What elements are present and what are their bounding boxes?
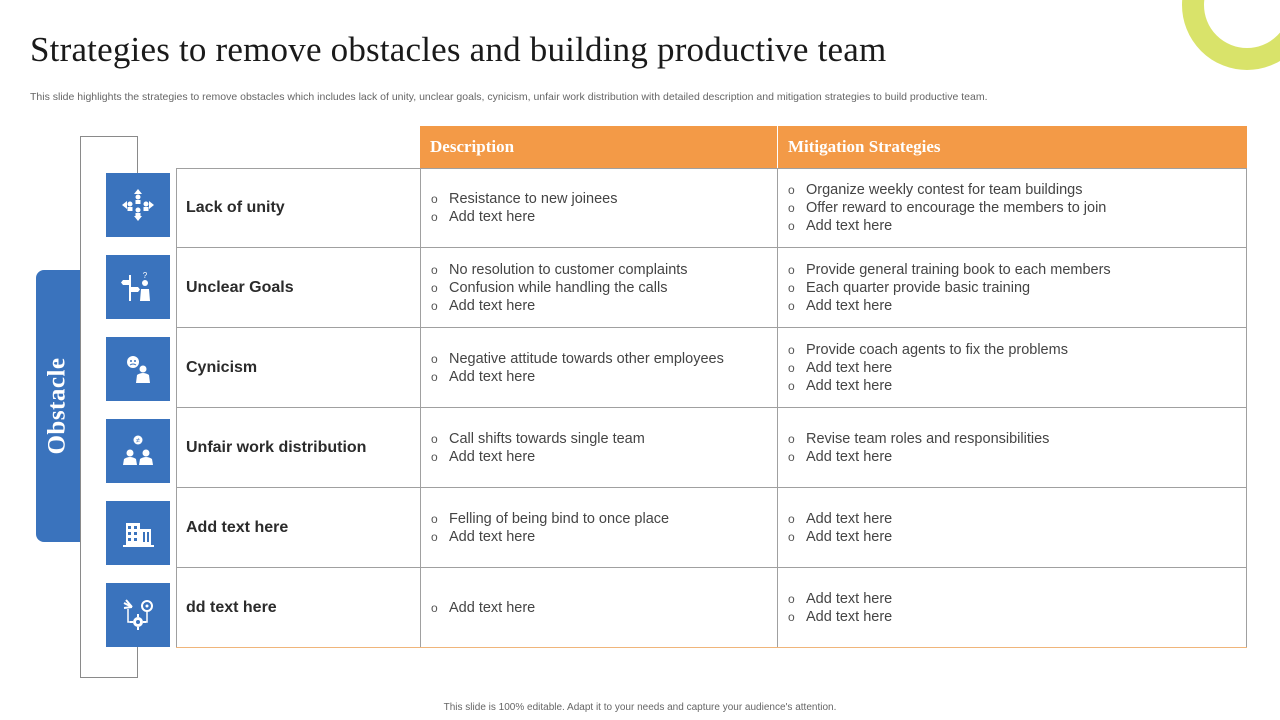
- list-item: o Each quarter provide basic training: [788, 279, 1111, 297]
- list-item: o Felling of being bind to once place: [431, 510, 669, 528]
- mitigation-cell: [777, 328, 1247, 407]
- table-row: [176, 168, 1247, 248]
- list-item: o Add text here: [788, 297, 1111, 315]
- list-item: o Negative attitude towards other employees: [431, 350, 724, 368]
- table-row: [176, 248, 1247, 328]
- confused-person-signpost-icon: [106, 255, 170, 319]
- list-item: o Call shifts towards single team: [431, 430, 645, 448]
- obstacle-name: Unclear Goals: [176, 248, 420, 327]
- list-item: o Add text here: [788, 377, 1068, 395]
- list-item: o No resolution to customer complaints: [431, 261, 688, 279]
- page-subtitle: This slide highlights the strategies to remove obstacles which includes lack of unity, unclear goals, cynicism, unfair work distribution with detailed description and mitigation strategies to build productive team.: [30, 91, 988, 103]
- list-item: o Add text here: [431, 528, 669, 546]
- list-item: o Add text here: [788, 448, 1049, 466]
- list-item: o Add text here: [431, 599, 535, 617]
- svg-text:≠: ≠: [136, 437, 140, 445]
- obstacle-name: Unfair work distribution: [176, 408, 420, 487]
- description-cell: [420, 169, 777, 247]
- mitigation-cell: [777, 248, 1247, 327]
- bracket-top-tick: [137, 136, 138, 174]
- unequal-people-icon: [106, 419, 170, 483]
- mitigation-cell: [777, 488, 1247, 567]
- team-unity-icon: [106, 173, 170, 237]
- list-item: o Add text here: [788, 528, 892, 546]
- list-item: o Offer reward to encourage the members to join: [788, 199, 1106, 217]
- cynical-person-icon: [106, 337, 170, 401]
- list-item: o Add text here: [431, 448, 645, 466]
- table-row: [176, 408, 1247, 488]
- list-item: o Provide coach agents to fix the problems: [788, 341, 1068, 359]
- list-item: o Organize weekly contest for team buildings: [788, 181, 1106, 199]
- list-item: o Add text here: [788, 608, 892, 626]
- description-cell: [420, 488, 777, 567]
- description-cell: [420, 568, 777, 647]
- list-item: o Add text here: [788, 359, 1068, 377]
- obstacle-name: Add text here: [176, 488, 420, 567]
- obstacle-side-label: [36, 270, 80, 542]
- description-cell: [420, 328, 777, 407]
- table-row: [176, 568, 1247, 648]
- mitigation-cell: [777, 568, 1247, 647]
- strategy-target-gear-icon: [106, 583, 170, 647]
- list-item: o Revise team roles and responsibilities: [788, 430, 1049, 448]
- list-item: o Add text here: [788, 590, 892, 608]
- obstacle-label-text: Obstacle: [44, 357, 72, 455]
- mitigation-cell: [777, 408, 1247, 487]
- list-item: o Add text here: [788, 510, 892, 528]
- footer-note: This slide is 100% editable. Adapt it to your needs and capture your audience's attention.: [443, 702, 837, 713]
- page-title: Strategies to remove obstacles and building productive team: [30, 30, 887, 69]
- description-cell: [420, 248, 777, 327]
- header-mitigation: Mitigation Strategies: [777, 126, 1247, 168]
- svg-text:?: ?: [142, 271, 148, 280]
- table-row: [176, 488, 1247, 568]
- table-row: [176, 328, 1247, 408]
- list-item: o Resistance to new joinees: [431, 190, 617, 208]
- list-item: o Provide general training book to each members: [788, 261, 1111, 279]
- mitigation-cell: [777, 169, 1247, 247]
- obstacle-name: Cynicism: [176, 328, 420, 407]
- description-cell: [420, 408, 777, 487]
- list-item: o Add text here: [431, 297, 688, 315]
- obstacle-name: Lack of unity: [176, 169, 420, 247]
- list-item: o Add text here: [788, 217, 1106, 235]
- office-building-icon: [106, 501, 170, 565]
- header-description: Description: [420, 126, 777, 168]
- decorative-ring: [1182, 0, 1280, 70]
- list-item: o Add text here: [431, 208, 617, 226]
- list-item: o Confusion while handling the calls: [431, 279, 688, 297]
- list-item: o Add text here: [431, 368, 724, 386]
- obstacle-name: dd text here: [176, 568, 420, 647]
